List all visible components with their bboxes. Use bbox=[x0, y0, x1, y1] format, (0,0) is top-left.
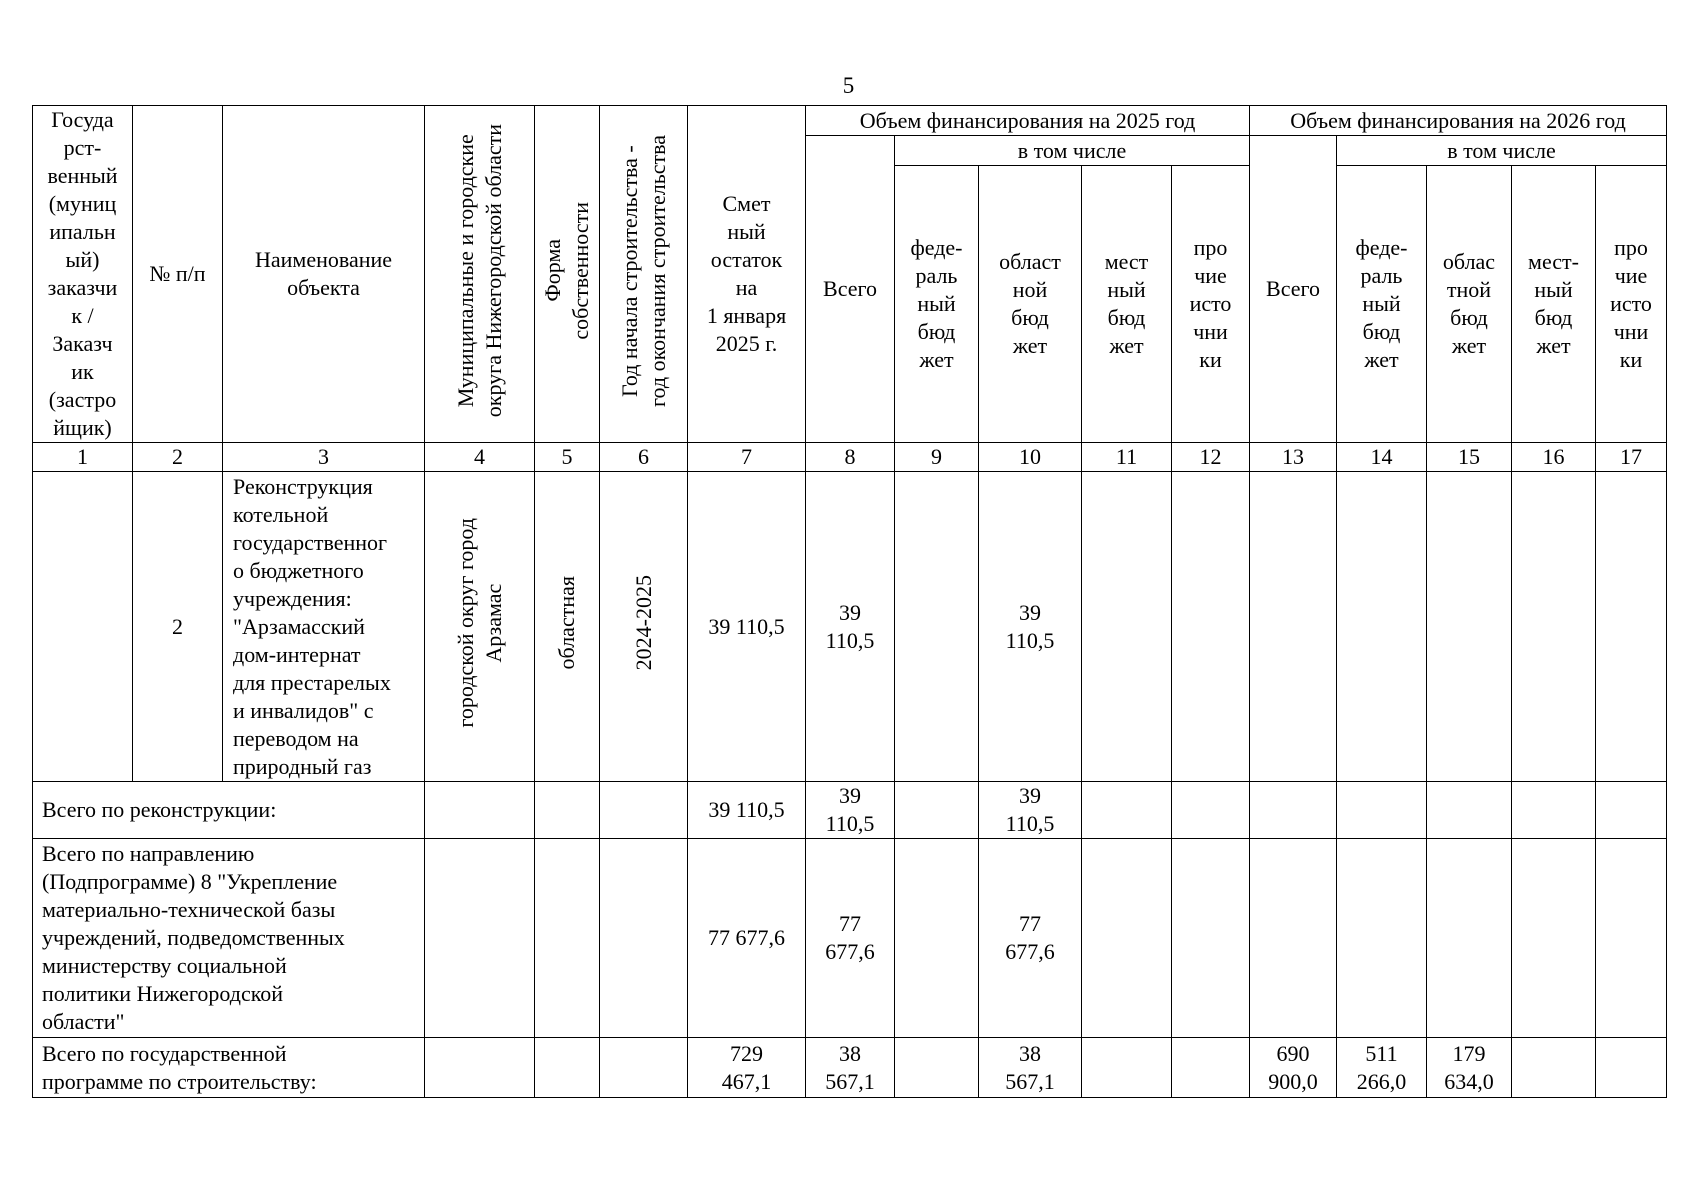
subtotal-direction-label: Всего по направлению (Подпрограмме) 8 "Укрепление материально-технической базы учреждений, подведомственных министерству социальной политики Нижегородской области" bbox=[33, 839, 425, 1038]
column-number: 11 bbox=[1082, 443, 1172, 472]
column-number: 5 bbox=[535, 443, 600, 472]
empty-cell bbox=[1596, 1038, 1667, 1098]
column-number: 3 bbox=[223, 443, 425, 472]
empty-cell bbox=[1596, 839, 1667, 1038]
empty-cell bbox=[1082, 782, 1172, 839]
header-other-2025: про чие исто чни ки bbox=[1172, 166, 1250, 443]
cell-customer bbox=[33, 472, 133, 782]
empty-cell bbox=[895, 782, 979, 839]
table-row-total-program bbox=[33, 1038, 1667, 1098]
cell-local-2026 bbox=[1512, 472, 1596, 782]
cell-other-2026 bbox=[1596, 472, 1667, 782]
header-including-2025: в том числе bbox=[895, 136, 1250, 166]
header-municipality bbox=[425, 106, 535, 443]
empty-cell bbox=[425, 1038, 535, 1098]
empty-cell bbox=[425, 839, 535, 1038]
header-financing-2025: Объем финансирования на 2025 год bbox=[806, 106, 1250, 136]
page-number: 5 bbox=[842, 73, 855, 98]
column-number: 17 bbox=[1596, 443, 1667, 472]
table-row-subtotal-reconstruction bbox=[33, 782, 1667, 839]
empty-cell bbox=[1250, 782, 1337, 839]
cell-federal-2025 bbox=[895, 472, 979, 782]
header-row-1 bbox=[33, 106, 1667, 136]
header-ownership-text: Форма собственности bbox=[540, 201, 593, 340]
header-federal-2025: феде- раль ный бюд жет bbox=[895, 166, 979, 443]
column-number: 10 bbox=[979, 443, 1082, 472]
column-number: 16 bbox=[1512, 443, 1596, 472]
subtotal-direction-balance: 77 677,6 bbox=[688, 839, 806, 1038]
empty-cell bbox=[425, 782, 535, 839]
empty-cell bbox=[1512, 1038, 1596, 1098]
cell-number: 2 bbox=[133, 472, 223, 782]
empty-cell bbox=[1082, 1038, 1172, 1098]
header-local-2025: мест ный бюд жет bbox=[1082, 166, 1172, 443]
cell-local-2025 bbox=[1082, 472, 1172, 782]
cell-federal-2026 bbox=[1337, 472, 1427, 782]
cell-other-2025 bbox=[1172, 472, 1250, 782]
header-number: № п/п bbox=[133, 106, 223, 443]
cell-ownership-text: областная bbox=[554, 576, 579, 670]
total-program-total-2025: 38 567,1 bbox=[806, 1038, 895, 1098]
empty-cell bbox=[600, 839, 688, 1038]
header-ownership bbox=[535, 106, 600, 443]
header-regional-2026: облас тной бюд жет bbox=[1427, 166, 1512, 443]
header-years bbox=[600, 106, 688, 443]
empty-cell bbox=[1172, 839, 1250, 1038]
empty-cell bbox=[1337, 782, 1427, 839]
column-number: 2 bbox=[133, 443, 223, 472]
empty-cell bbox=[600, 782, 688, 839]
empty-cell bbox=[1337, 839, 1427, 1038]
column-number: 15 bbox=[1427, 443, 1512, 472]
column-number: 8 bbox=[806, 443, 895, 472]
empty-cell bbox=[1427, 782, 1512, 839]
cell-municipality-text: городской округ город Арзамас bbox=[452, 518, 506, 728]
column-number: 9 bbox=[895, 443, 979, 472]
empty-cell bbox=[1172, 1038, 1250, 1098]
header-financing-2026: Объем финансирования на 2026 год bbox=[1250, 106, 1667, 136]
header-years-text: Год начала строительства - год окончания строительства bbox=[616, 134, 670, 407]
table-row-subtotal-direction bbox=[33, 839, 1667, 1038]
header-other-2026: про чие исто чни ки bbox=[1596, 166, 1667, 443]
header-object-name: Наименование объекта bbox=[223, 106, 425, 443]
cell-municipality bbox=[425, 472, 535, 782]
total-program-regional-2025: 38 567,1 bbox=[979, 1038, 1082, 1098]
subtotal-direction-regional-2025: 77 677,6 bbox=[979, 839, 1082, 1038]
total-program-federal-2026: 511 266,0 bbox=[1337, 1038, 1427, 1098]
empty-cell bbox=[895, 1038, 979, 1098]
empty-cell bbox=[535, 782, 600, 839]
empty-cell bbox=[600, 1038, 688, 1098]
empty-cell bbox=[1250, 839, 1337, 1038]
subtotal-reconstruction-total-2025: 39 110,5 bbox=[806, 782, 895, 839]
empty-cell bbox=[1427, 839, 1512, 1038]
header-including-2026: в том числе bbox=[1337, 136, 1667, 166]
cell-years bbox=[600, 472, 688, 782]
cell-balance: 39 110,5 bbox=[688, 472, 806, 782]
cell-regional-2025: 39 110,5 bbox=[979, 472, 1082, 782]
financing-table bbox=[32, 105, 1667, 1098]
column-number: 1 bbox=[33, 443, 133, 472]
empty-cell bbox=[1082, 839, 1172, 1038]
column-numbers-row bbox=[33, 443, 1667, 472]
cell-total-2025: 39 110,5 bbox=[806, 472, 895, 782]
empty-cell bbox=[1172, 782, 1250, 839]
cell-regional-2026 bbox=[1427, 472, 1512, 782]
cell-object-name: Реконструкция котельной государственног о бюджетного учреждения: "Арзамасский дом-интернат для престарелых и инвалидов" с переводом на природный газ bbox=[223, 472, 425, 782]
column-number: 13 bbox=[1250, 443, 1337, 472]
cell-years-text: 2024-2025 bbox=[630, 575, 656, 671]
header-local-2026: мест- ный бюд жет bbox=[1512, 166, 1596, 443]
empty-cell bbox=[535, 1038, 600, 1098]
empty-cell bbox=[1512, 782, 1596, 839]
column-number: 4 bbox=[425, 443, 535, 472]
subtotal-direction-total-2025: 77 677,6 bbox=[806, 839, 895, 1038]
subtotal-reconstruction-regional-2025: 39 110,5 bbox=[979, 782, 1082, 839]
total-program-total-2026: 690 900,0 bbox=[1250, 1038, 1337, 1098]
empty-cell bbox=[1596, 782, 1667, 839]
header-total-2025: Всего bbox=[806, 136, 895, 443]
empty-cell bbox=[1512, 839, 1596, 1038]
header-federal-2026: феде- раль ный бюд жет bbox=[1337, 166, 1427, 443]
header-customer: Госуда рст- венный (муниц ипальн ый) заказчи к / Заказч ик (застро йщик) bbox=[33, 106, 133, 443]
total-program-balance: 729 467,1 bbox=[688, 1038, 806, 1098]
column-number: 7 bbox=[688, 443, 806, 472]
header-municipality-text: Муниципальные и городские округа Нижегородской области bbox=[452, 123, 506, 418]
table-row-object bbox=[33, 472, 1667, 782]
cell-total-2026 bbox=[1250, 472, 1337, 782]
empty-cell bbox=[535, 839, 600, 1038]
column-number: 14 bbox=[1337, 443, 1427, 472]
subtotal-reconstruction-label: Всего по реконструкции: bbox=[33, 782, 425, 839]
header-balance: Смет ный остаток на 1 января 2025 г. bbox=[688, 106, 806, 443]
total-program-regional-2026: 179 634,0 bbox=[1427, 1038, 1512, 1098]
subtotal-reconstruction-balance: 39 110,5 bbox=[688, 782, 806, 839]
header-total-2026: Всего bbox=[1250, 136, 1337, 443]
empty-cell bbox=[895, 839, 979, 1038]
cell-ownership bbox=[535, 472, 600, 782]
total-program-label: Всего по государственной программе по строительству: bbox=[33, 1038, 425, 1098]
column-number: 6 bbox=[600, 443, 688, 472]
header-regional-2025: област ной бюд жет bbox=[979, 166, 1082, 443]
column-number: 12 bbox=[1172, 443, 1250, 472]
